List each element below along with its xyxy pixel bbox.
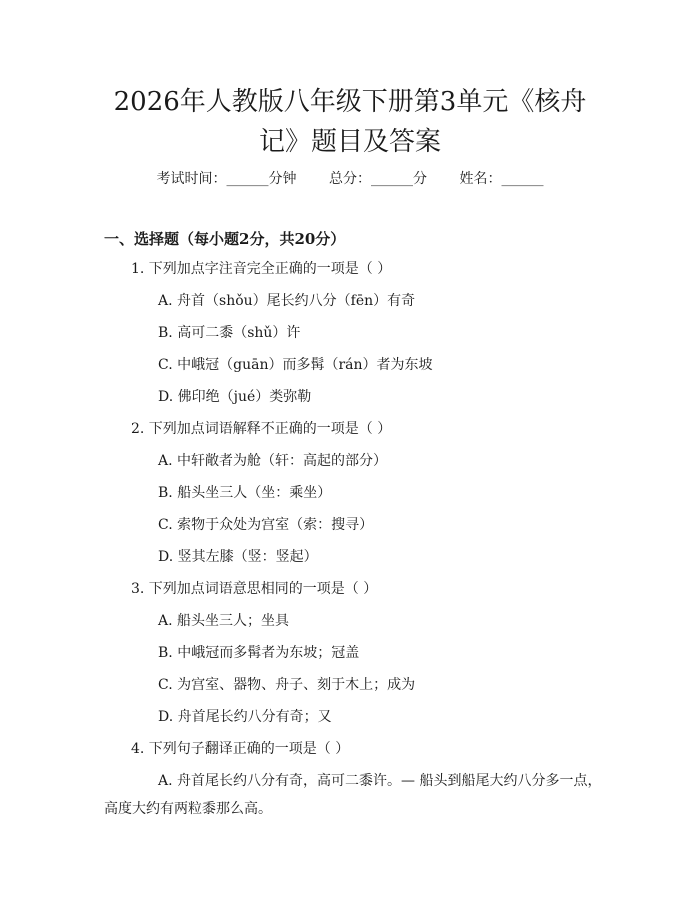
question-4-stem: 4. 下列句子翻译正确的一项是（ ） [131,741,350,757]
section-heading: 一、选择题（每小题2分，共20分） [104,230,346,248]
question-1-option-d: D. 佛印绝（jué）类弥勒 [158,389,312,405]
question-2-option-d: D. 竖其左膝（竖：竖起） [158,549,318,565]
question-2-option-b: B. 船头坐三人（坐：乘坐） [158,485,332,501]
question-2-stem: 2. 下列加点词语解释不正确的一项是（ ） [131,421,392,437]
title-line-1: 2026年人教版八年级下册第3单元《核舟 [113,87,587,117]
exam-name-field: 姓名：______ [459,171,544,187]
exam-time-field: 考试时间：______分钟 [156,171,297,187]
question-3-option-d: D. 舟首尾长约八分有奇；又 [158,709,332,725]
question-3-option-b: B. 中峨冠而多髯者为东坡；冠盖 [158,645,360,661]
exam-meta [0,169,700,189]
question-2-option-c: C. 索物于众处为宫室（索：搜寻） [158,517,374,533]
title-line-2: 记》题目及答案 [258,127,441,157]
document-title [60,82,640,162]
question-3-option-a: A. 船头坐三人；坐具 [158,613,290,629]
question-1-option-c: C. 中峨冠（guān）而多髯（rán）者为东坡 [158,357,433,373]
question-3-option-c: C. 为宫室、器物、舟子、刻于木上；成为 [158,677,416,693]
question-1-option-b: B. 高可二黍（shǔ）许 [158,325,301,341]
question-3-stem: 3. 下列加点词语意思相同的一项是（ ） [131,581,378,597]
question-2-option-a: A. 中轩敞者为舱（轩：高起的部分） [158,453,388,469]
question-1-stem: 1. 下列加点字注音完全正确的一项是（ ） [131,261,392,277]
question-4-option-a: A. 舟首尾长约八分有奇，高可二黍许。— 船头到船尾大约八分多一点，高度大约有两粒黍那么高。 [104,773,602,817]
exam-score-field: 总分：______分 [329,171,427,187]
question-1-option-a: A. 舟首（shǒu）尾长约八分（fēn）有奇 [158,293,416,309]
